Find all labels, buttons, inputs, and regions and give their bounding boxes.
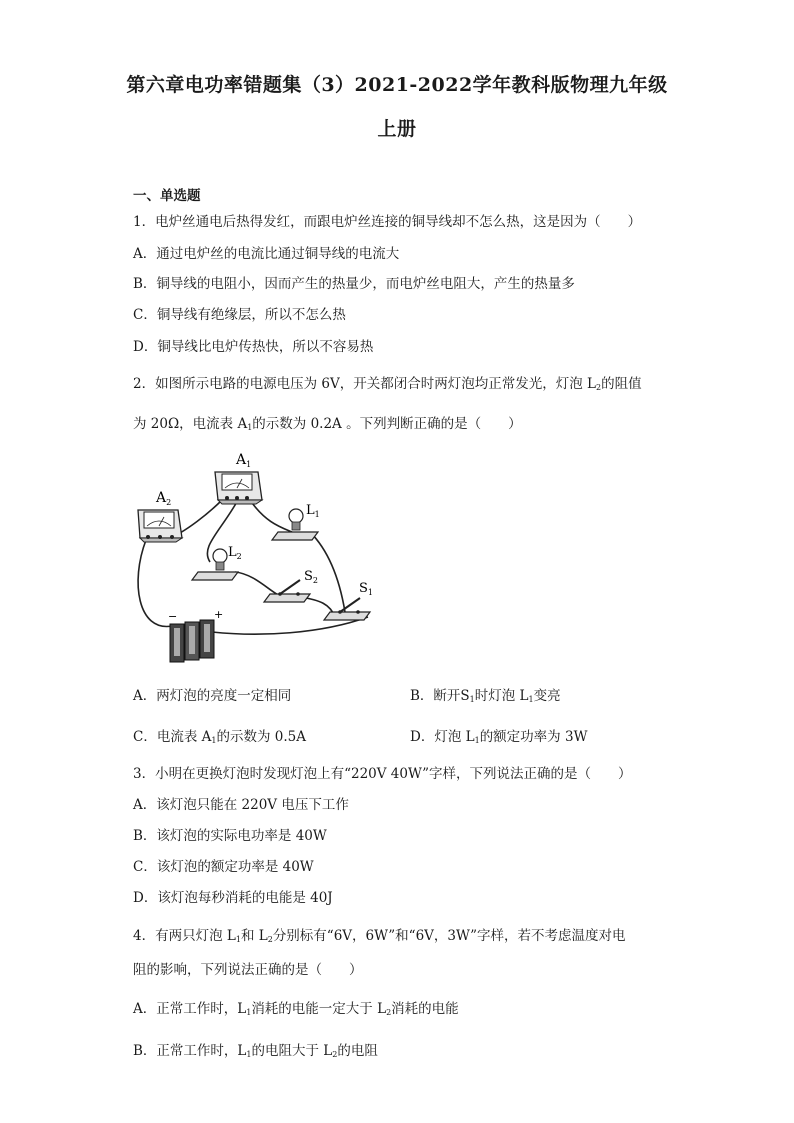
battery [170, 620, 214, 662]
q1-option-c: C．铜导线有绝缘层，所以不怎么热 [133, 307, 346, 323]
a1-label: $A_1$ [236, 452, 252, 469]
q3-option-d: D．该灯泡每秒消耗的电能是 40J [133, 890, 333, 906]
l1-label: $L_1$ [306, 503, 320, 519]
ammeter-a1 [215, 472, 262, 504]
q3-option-c: C．该灯泡的额定功率是 40W [133, 859, 314, 875]
q2-option-c: C．电流表 $A_1$的示数为 0.5A [133, 729, 306, 745]
q1-option-a: A．通过电炉丝的电流比通过铜导线的电流大 [133, 246, 400, 262]
battery-minus-label: − [168, 610, 178, 623]
q1-option-d: D．铜导线比电炉传热快，所以不容易热 [133, 339, 374, 355]
battery-plus-label: + [214, 608, 224, 621]
q2-stem-line2: 为 20Ω，电流表 $A_1$的示数为 0.2A 。下列判断正确的是（ ） [133, 416, 522, 432]
ammeter-a2 [138, 510, 182, 542]
q1-stem: 1．电炉丝通电后热得发红，而跟电炉丝连接的铜导线却不怎么热，这是因为（ ） [133, 214, 642, 230]
section-heading: 一、单选题 [133, 188, 201, 204]
q2-option-d: D．灯泡 $L_1$的额定功率为 3W [410, 729, 588, 745]
q2-option-b: B．断开$S_1$时灯泡 $L_1$变亮 [410, 688, 561, 704]
page-title-line1: 第六章电功率错题集（3）2021-2022学年教科版物理九年级 [126, 74, 668, 96]
s1-label: $S_1$ [359, 581, 373, 597]
circuit-diagram [130, 452, 390, 670]
q4-option-b: B．正常工作时，$L_1$的电阻大于 $L_2$的电阻 [133, 1043, 378, 1059]
q4-option-a: A．正常工作时，$L_1$消耗的电能一定大于 $L_2$消耗的电能 [133, 1001, 459, 1017]
q3-stem: 3．小明在更换灯泡时发现灯泡上有“220V 40W”字样，下列说法正确的是（ ） [133, 766, 632, 782]
a2-label: $A_2$ [156, 490, 172, 507]
q4-stem-line1: 4．有两只灯泡 $L_1$和 $L_2$分别标有“6V，6W”和“6V，3W”字样，若不考虑温度对电 [133, 928, 626, 944]
q3-option-b: B．该灯泡的实际电功率是 40W [133, 828, 327, 844]
s2-label: $S_2$ [304, 569, 318, 585]
page-title-line2: 上册 [377, 118, 417, 140]
q2-option-a: A．两灯泡的亮度一定相同 [133, 688, 292, 704]
q4-stem-line2: 阻的影响，下列说法正确的是（ ） [133, 962, 363, 978]
l2-label: $L_2$ [228, 545, 242, 561]
q1-option-b: B．铜导线的电阻小，因而产生的热量少，而电炉丝电阻大，产生的热量多 [133, 276, 575, 292]
q2-stem-line1: 2．如图所示电路的电源电压为 6V，开关都闭合时两灯泡均正常发光，灯泡 $L_2$的阻值 [133, 376, 642, 392]
q3-option-a: A．该灯泡只能在 220V 电压下工作 [133, 797, 349, 813]
